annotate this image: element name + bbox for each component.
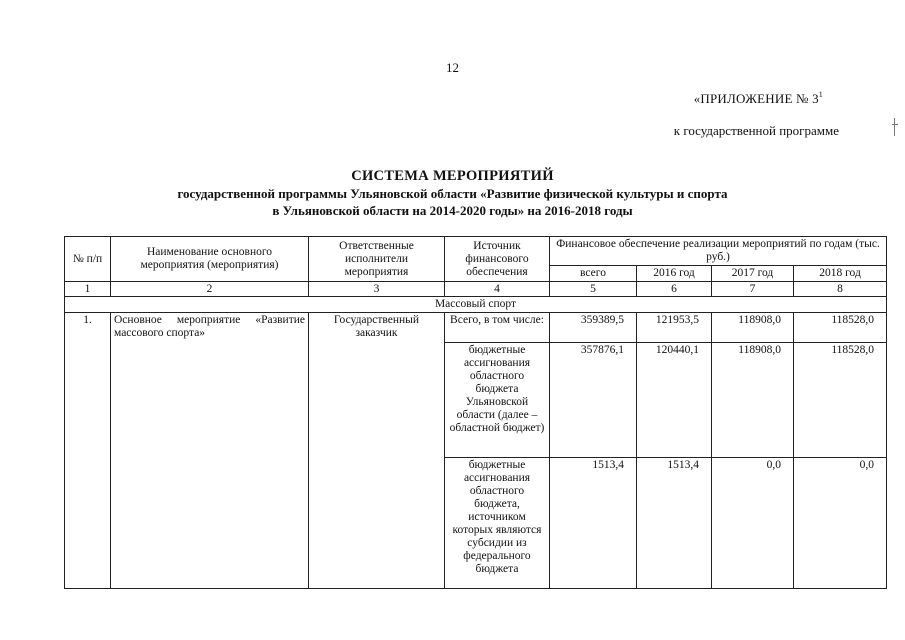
column-number: 8 <box>794 282 887 297</box>
value-2016: 1513,4 <box>637 458 712 589</box>
header-name: Наименование основного мероприятия (мероприятия) <box>111 237 309 282</box>
value-2018: 118528,0 <box>794 343 887 458</box>
value-2017: 118908,0 <box>712 313 794 343</box>
section-title: Массовый спорт <box>65 297 887 313</box>
appendix-title <box>694 90 823 107</box>
appendix-subtitle: к государственной программе <box>673 123 839 138</box>
source-regional-budget: бюджетные ассигнования областного бюджета Ульяновской области (далее – областной бюджет) <box>445 343 550 458</box>
header-2016: 2016 год <box>637 266 712 282</box>
column-number: 6 <box>637 282 712 297</box>
measures-table <box>64 236 887 589</box>
value-total: 1513,4 <box>550 458 637 589</box>
value-2017: 118908,0 <box>712 343 794 458</box>
section-row <box>65 297 887 313</box>
appendix-title-text: «ПРИЛОЖЕНИЕ № 3 <box>693 91 819 106</box>
value-2017: 0,0 <box>712 458 794 589</box>
header-source: Источник финансового обеспечения <box>445 237 550 282</box>
source-total: Всего, в том числе: <box>445 313 550 343</box>
page-number: 12 <box>446 60 459 75</box>
value-total: 357876,1 <box>550 343 637 458</box>
column-number-row <box>65 282 887 297</box>
header-financing: Финансовое обеспечение реализации мероприятий по годам (тыс. руб.) <box>550 237 887 266</box>
value-total: 359389,5 <box>550 313 637 343</box>
heading-line-3: в Ульяновской области на 2014-2020 годы» на 2016-2018 годы <box>272 203 633 218</box>
measure-executor: Государственный заказчик <box>309 313 445 589</box>
table-row <box>65 313 887 343</box>
header-2017: 2017 год <box>712 266 794 282</box>
header-total: всего <box>550 266 637 282</box>
margin-mark <box>894 118 895 136</box>
margin-mark-tick <box>892 124 898 125</box>
header-row-1 <box>65 237 887 266</box>
column-number: 1 <box>65 282 111 297</box>
header-executors: Ответственные исполнители мероприятия <box>309 237 445 282</box>
value-2016: 121953,5 <box>637 313 712 343</box>
value-2018: 118528,0 <box>794 313 887 343</box>
source-federal-subsidy: бюджетные ассигнования областного бюджета, источником которых являются субсидии из федерального бюджета <box>445 458 550 589</box>
appendix-superscript: 1 <box>818 90 823 99</box>
column-number: 2 <box>111 282 309 297</box>
heading-line-1: СИСТЕМА МЕРОПРИЯТИЙ <box>351 168 554 184</box>
row-number: 1. <box>65 313 111 589</box>
header-2018: 2018 год <box>794 266 887 282</box>
heading-line-2: государственной программы Ульяновской области «Развитие физической культуры и спорта <box>177 186 728 201</box>
value-2016: 120440,1 <box>637 343 712 458</box>
header-num: № п/п <box>65 237 111 282</box>
column-number: 3 <box>309 282 445 297</box>
column-number: 4 <box>445 282 550 297</box>
measure-name: Основное мероприятие «Развитие массового спорта» <box>111 313 309 589</box>
column-number: 7 <box>712 282 794 297</box>
column-number: 5 <box>550 282 637 297</box>
value-2018: 0,0 <box>794 458 887 589</box>
document-heading <box>0 168 905 219</box>
